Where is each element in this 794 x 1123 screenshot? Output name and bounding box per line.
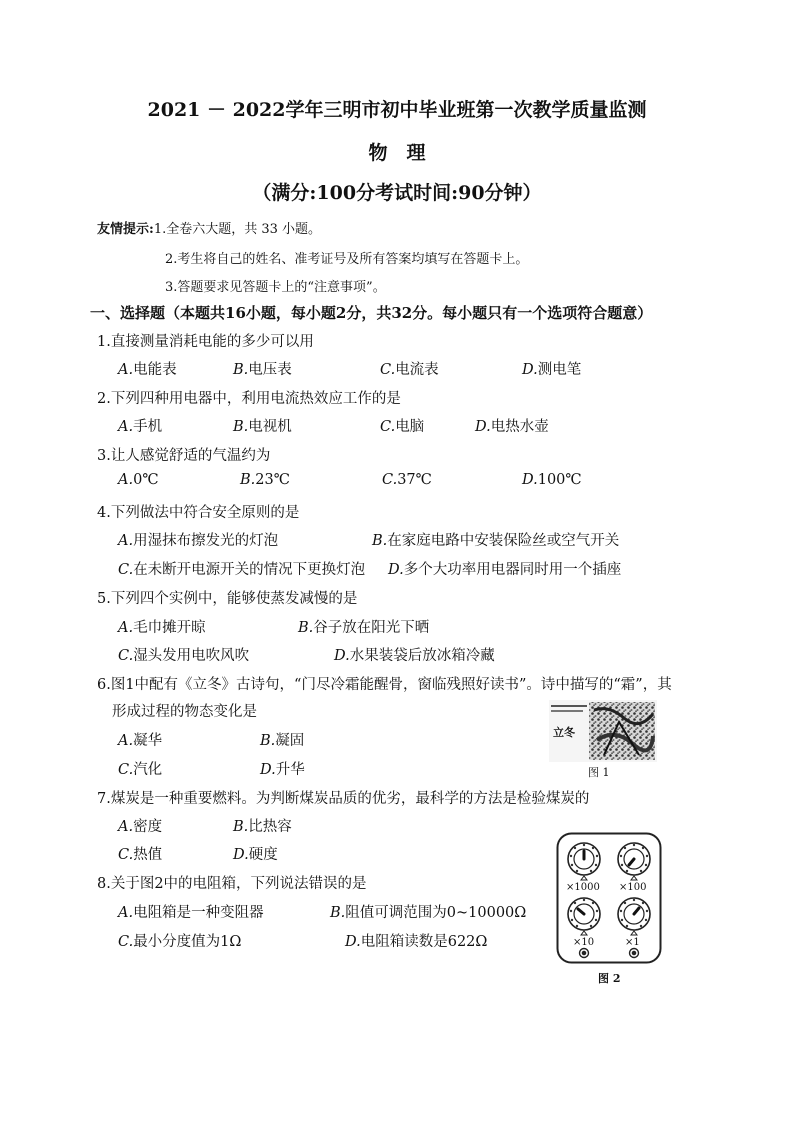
option-a: A.凝华 (118, 733, 163, 749)
multiplier-1: ×1 (625, 937, 640, 948)
option-c: C.电脑 (380, 419, 425, 435)
exam-title: 2021 － 2022学年三明市初中毕业班第一次教学质量监测 (147, 99, 647, 121)
question-stem-continued: 形成过程的物态变化是 (112, 704, 257, 720)
option-d: D.硬度 (233, 847, 278, 863)
figure-2-caption: 图 2 (598, 972, 621, 985)
option-a: A.密度 (118, 819, 163, 835)
figure-1-label: 立冬 (553, 726, 575, 739)
section-heading: 一、选择题（本题共16小题，每小题2分，共32分。每小题只有一个选项符合题意） (90, 304, 653, 322)
multiplier-10: ×10 (573, 937, 595, 948)
option-d: D.测电笔 (522, 362, 582, 378)
question-stem: 2.下列四种用电器中，利用电流热效应工作的是 (97, 391, 401, 407)
option-c: C.热值 (118, 847, 163, 863)
option-a: A.电能表 (118, 362, 177, 378)
tips-line-3: 3.答题要求见答题卡上的“注意事项”。 (165, 280, 386, 295)
option-c: C.在未断开电源开关的情况下更换灯泡 (118, 562, 366, 578)
option-d: D.水果装袋后放冰箱冷藏 (334, 648, 495, 664)
option-c: C.湿头发用电吹风吹 (118, 648, 250, 664)
subject-title: 物 理 (368, 142, 426, 164)
option-c: C.37℃ (382, 472, 432, 488)
figure-1-image (549, 700, 657, 762)
option-b: B.电视机 (233, 419, 292, 435)
option-b: B.23℃ (240, 472, 290, 488)
score-time: （满分:100分考试时间:90分钟） (252, 182, 542, 204)
option-d: D.电热水壶 (475, 419, 549, 435)
option-d: D.100℃ (522, 472, 582, 488)
option-a: A.电阻箱是一种变阻器 (118, 905, 264, 921)
tips-label: 友情提示: (97, 222, 154, 237)
multiplier-100: ×100 (619, 882, 647, 893)
option-c: C.电流表 (380, 362, 439, 378)
option-c: C.汽化 (118, 762, 163, 778)
option-b: B.电压表 (233, 362, 292, 378)
question-stem: 7.煤炭是一种重要燃料。为判断煤炭品质的优劣，最科学的方法是检验煤炭的 (97, 791, 590, 807)
question-stem: 5.下列四个实例中，能够使蒸发减慢的是 (97, 591, 358, 607)
question-stem: 4.下列做法中符合安全原则的是 (97, 505, 300, 521)
option-b: B.比热容 (233, 819, 292, 835)
option-a: A.毛巾摊开晾 (118, 620, 206, 636)
option-c: C.最小分度值为1Ω (118, 934, 242, 950)
option-d: D.多个大功率用电器同时用一个插座 (388, 562, 622, 578)
question-stem: 1.直接测量消耗电能的多少可以用 (97, 334, 314, 350)
option-b: B.谷子放在阳光下晒 (298, 620, 430, 636)
option-d: D.电阻箱读数是622Ω (345, 934, 488, 950)
question-stem: 3.让人感觉舒适的气温约为 (97, 448, 271, 464)
option-a: A.用湿抹布擦发光的灯泡 (118, 533, 279, 549)
figure-1-caption: 图 1 (588, 766, 610, 779)
option-d: D.升华 (260, 762, 305, 778)
option-b: B.在家庭电路中安装保险丝或空气开关 (372, 533, 620, 549)
tips-line-2: 2.考生将自己的姓名、准考证号及所有答案均填写在答题卡上。 (165, 252, 529, 267)
option-a: A.手机 (118, 419, 163, 435)
multiplier-1000: ×1000 (566, 882, 600, 893)
tips-text-1: 1.全卷六大题，共 33 小题。 (153, 222, 322, 237)
question-stem: 6.图1中配有《立冬》古诗句，“门尽冷霜能醒骨，窗临残照好读书”。诗中描写的“霜”，其 (97, 677, 672, 693)
option-b: B.凝固 (260, 733, 305, 749)
option-a: A.0℃ (118, 472, 159, 488)
tips-line-1 (97, 218, 321, 237)
option-b: B.阻值可调范围为0~10000Ω (330, 905, 527, 921)
figure-2-resistance-box (556, 832, 662, 964)
question-stem: 8.关于图2中的电阻箱，下列说法错误的是 (97, 876, 367, 892)
